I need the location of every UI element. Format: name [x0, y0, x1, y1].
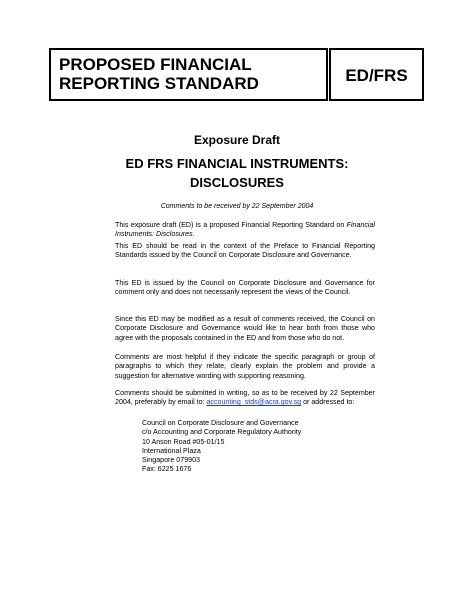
code-box: [329, 48, 424, 101]
standard-title: PROPOSED FINANCIAL REPORTING STANDARD: [59, 55, 259, 93]
address-line: Singapore 079903: [142, 456, 200, 465]
paragraph-context: This ED should be read in the context of the Preface to Financial Reporting Standards issued by the Council on Corporate Disclosure and Governance.: [115, 242, 375, 260]
paragraph-modification: Since this ED may be modified as a result of comments received, the Council on Corporate Disclosure and Governance would like to hear both from those who agree with the proposals contained in the ED and from those who do not.: [115, 315, 375, 342]
title-box: [49, 48, 328, 101]
email-link[interactable]: accounting_stds@acra.gov.sg: [206, 398, 302, 407]
paragraph-submission: [115, 389, 375, 408]
paragraph-submission-tail: or addressed to:: [301, 398, 355, 407]
paragraph-intro: [115, 221, 375, 240]
paragraph-issued-by: This ED is issued by the Council on Corporate Disclosure and Governance for comment only and does not necessarily represent the views of the Council.: [115, 279, 375, 297]
paragraph-intro-italic: Financial Instruments: Disclosures.: [115, 221, 375, 239]
mailing-address: [142, 419, 301, 475]
paragraph-comment-guidance: Comments are most helpful if they indicate the specific paragraph or group of paragraphs to which they relate, clearly explain the problem and provide a suggestion for alternative wording with supporting reasoning.: [115, 353, 375, 380]
document-title: ED FRS FINANCIAL INSTRUMENTS: DISCLOSURES: [125, 156, 349, 190]
standard-code: ED/FRS: [345, 66, 408, 85]
address-line: International Plaza: [142, 446, 201, 455]
fax-line: Fax: 6225 1676: [142, 465, 192, 474]
address-line: Council on Corporate Disclosure and Governance: [142, 419, 299, 427]
address-line: 10 Anson Road #05-01/15: [142, 437, 225, 446]
paragraph-intro-text: This exposure draft (ED) is a proposed Financial Reporting Standard on: [115, 221, 347, 229]
paragraph-submission-text: Comments should be submitted in writing, so as to be received by 22 September 2004, preferably by email to:: [115, 389, 375, 407]
address-line: c/o Accounting and Corporate Regulatory Authority: [142, 428, 302, 437]
exposure-draft-label: Exposure Draft: [193, 133, 281, 147]
comments-deadline: Comments to be received by 22 September 2004: [160, 203, 314, 210]
